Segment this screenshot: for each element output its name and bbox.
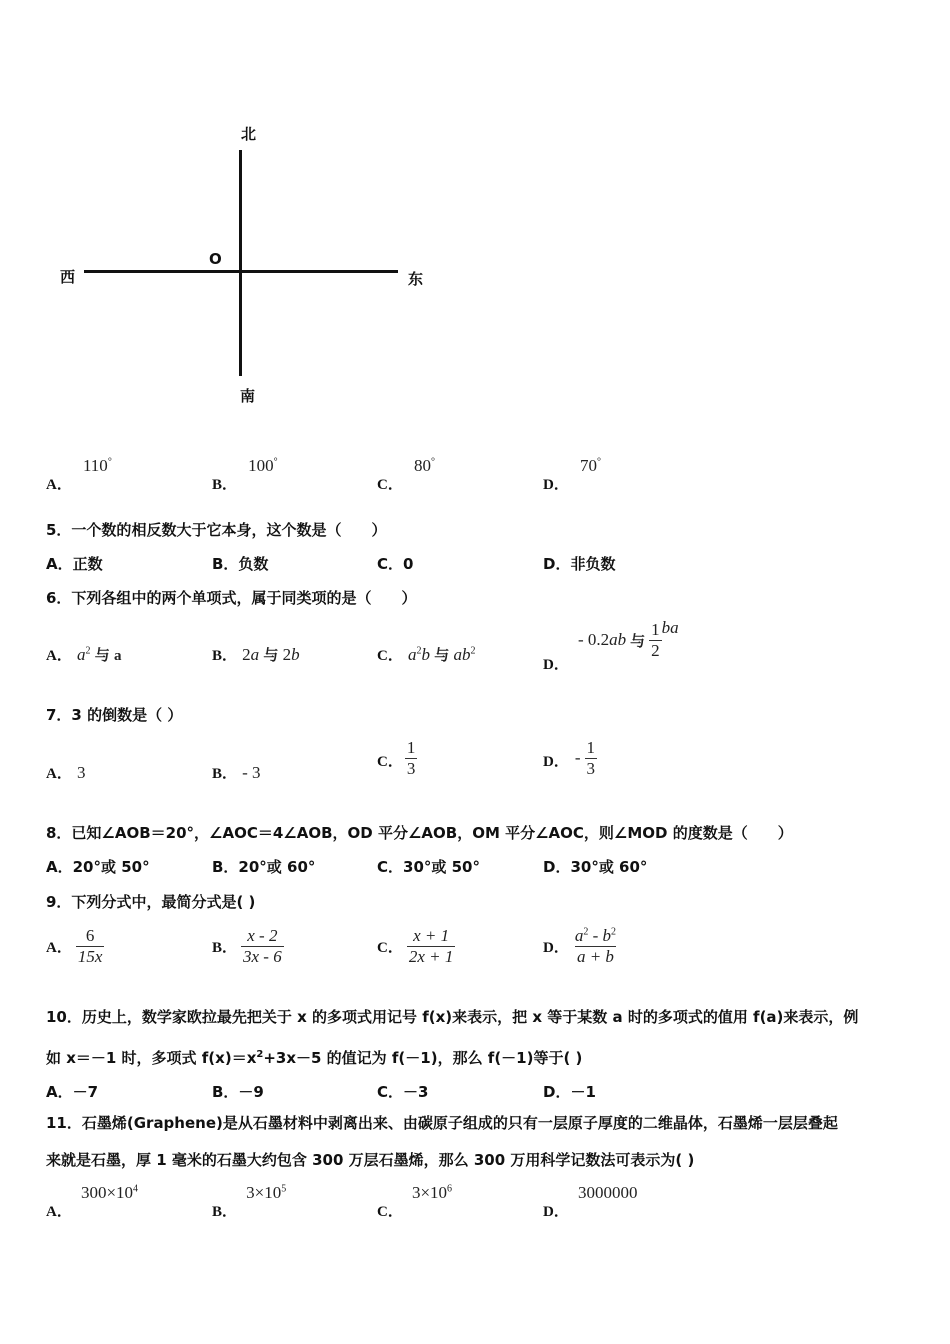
west-label: 西 [60, 268, 76, 286]
option-label: B． [212, 939, 238, 956]
denominator: 3 [406, 758, 416, 778]
q5-option-c: C．0 [377, 555, 414, 573]
q9-options [0, 926, 950, 982]
answer-value [412, 1183, 452, 1202]
option-label: B． [212, 477, 238, 493]
q6-option-a [46, 644, 121, 665]
exponent: 4 [133, 1183, 139, 1195]
exponent: 2 [85, 645, 91, 657]
denominator: 2x + 1 [408, 946, 454, 966]
q7-options [0, 738, 950, 788]
q4-option-d [543, 455, 601, 493]
q9-option-d [543, 926, 618, 966]
denominator: 2 [651, 640, 660, 660]
q7-option-b [212, 762, 261, 783]
q4-options [0, 455, 950, 495]
exponent: 5 [281, 1183, 287, 1195]
expression [77, 645, 122, 664]
q8-option-b: B．20°或 60° [212, 858, 316, 876]
numerator [573, 926, 618, 946]
option-label: A． [46, 648, 72, 664]
answer-value: 3 [76, 763, 86, 782]
var: b [602, 926, 612, 945]
q6-option-c [377, 644, 475, 665]
degree-sign: ° [107, 456, 112, 468]
q11-option-b [212, 1182, 287, 1220]
q9-stem: 9．下列分式中，最简分式是( ) [46, 893, 256, 911]
fraction [649, 620, 662, 660]
q10-option-c: C．－3 [377, 1083, 429, 1101]
option-label: A． [46, 477, 72, 493]
exponent: 2 [611, 926, 617, 938]
fraction [76, 926, 105, 966]
numerator: 1 [586, 738, 596, 757]
q5-option-d: D．非负数 [543, 555, 616, 573]
coef: 2 [282, 645, 292, 664]
south-label: 南 [240, 387, 256, 405]
var: ab [609, 630, 627, 650]
angle-number: 110 [82, 456, 108, 475]
fraction [405, 738, 418, 778]
option-label: C． [377, 939, 403, 956]
text-part: 如 x＝－1 时，多项式 f(x)＝x [46, 1049, 257, 1067]
exponent: 2 [470, 645, 476, 657]
option-label: B． [212, 648, 238, 664]
q5-stem: 5．一个数的相反数大于它本身，这个数是（ ） [46, 521, 387, 539]
exponent: 6 [447, 1183, 453, 1195]
angle-value [248, 456, 278, 475]
q10-option-b: B．－9 [212, 1083, 264, 1101]
and-word: 与 [434, 646, 450, 664]
numerator: x - 2 [247, 926, 278, 945]
numerator: x + 1 [413, 926, 450, 945]
denominator: 3 [586, 758, 596, 778]
denominator: a + b [576, 946, 614, 966]
option-label: C． [377, 1204, 403, 1220]
q11-options [0, 1182, 950, 1222]
east-label: 东 [408, 270, 424, 288]
exponent: 2 [416, 645, 422, 657]
denominator: 15x [77, 946, 103, 966]
var: b [461, 645, 471, 664]
vertical-axis-line [239, 150, 242, 376]
q8-option-c: C．30°或 50° [377, 858, 480, 876]
text-part: +3x－5 的值记为 f(－1)，那么 f(－1)等于( ) [263, 1049, 583, 1067]
option-label: B． [212, 766, 238, 782]
var: a [407, 645, 417, 664]
option-label: C． [377, 648, 403, 664]
and-word: 与 [263, 646, 279, 664]
expression [242, 645, 300, 664]
angle-value [414, 456, 435, 475]
option-label: D． [543, 753, 569, 770]
var: a [76, 645, 86, 664]
q5-option-b: B．负数 [212, 555, 269, 573]
north-label: 北 [241, 125, 257, 143]
answer-value [81, 1183, 138, 1202]
var: a [250, 645, 260, 664]
q9-option-c [377, 926, 455, 966]
numerator: 6 [85, 926, 95, 945]
q6-option-b [212, 644, 300, 665]
expression [574, 620, 679, 660]
q10-option-d: D．－1 [543, 1083, 596, 1101]
answer-value: 3000000 [577, 1183, 638, 1202]
horizontal-axis-line [84, 270, 398, 273]
option-label: D． [543, 1204, 569, 1220]
degree-sign: ° [273, 456, 278, 468]
and-word: 与 [94, 646, 110, 664]
expression [408, 645, 476, 664]
q6-options [0, 620, 950, 676]
q8-option-d: D．30°或 60° [543, 858, 648, 876]
q11-option-a [46, 1182, 139, 1220]
angle-value [83, 456, 112, 475]
option-label: D． [543, 477, 569, 493]
answer-value: - 3 [242, 763, 261, 782]
q9-option-b [212, 926, 284, 966]
q4-option-a [46, 455, 112, 493]
option-label: D． [543, 939, 569, 956]
exponent: 2 [256, 1049, 264, 1060]
fraction [241, 926, 284, 966]
q7-option-d [543, 738, 597, 778]
q11-line1: 11．石墨烯(Graphene)是从石墨材料中剥离出来、由碳原子组成的只有一层原子厚度的二维晶体，石墨烯一层层叠起 [46, 1114, 838, 1132]
degree-sign: ° [430, 456, 435, 468]
q11-option-d [543, 1182, 638, 1220]
numerator: 1 [406, 738, 416, 757]
q11-option-c [377, 1182, 453, 1220]
var: a [113, 648, 122, 664]
base: 3×10 [411, 1183, 448, 1202]
origin-label: O [209, 250, 222, 268]
angle-number: 80 [413, 456, 431, 475]
base: 3×10 [246, 1183, 282, 1202]
base: 300×10 [80, 1183, 134, 1202]
angle-value [580, 456, 601, 475]
var: ba [661, 618, 679, 638]
q11-line2: 来就是石墨，厚 1 毫米的石墨大约包含 300 万层石墨烯，那么 300 万用科学记数法可表示为( ) [46, 1151, 695, 1169]
compass-diagram [0, 0, 950, 420]
q10-line1: 10．历史上，数学家欧拉最先把关于 x 的多项式用记号 f(x)来表示，把 x 等于某数 a 时的多项式的值用 f(a)来表示，例 [46, 1008, 859, 1026]
q4-option-c [377, 455, 435, 493]
option-label: A． [46, 939, 72, 956]
q7-option-a [46, 762, 85, 783]
fraction [585, 738, 598, 778]
q10-option-a: A．－7 [46, 1083, 99, 1101]
q8-stem: 8．已知∠AOB＝20°，∠AOC＝4∠AOB，OD 平分∠AOB，OM 平分∠AOC，则∠MOD 的度数是（ ） [46, 824, 793, 842]
option-label: C． [377, 753, 403, 770]
fraction [573, 926, 618, 966]
q10-line2 [46, 1036, 916, 1077]
minus-sign: - [574, 748, 581, 768]
angle-number: 100 [248, 456, 274, 475]
option-label: A． [46, 766, 72, 782]
numerator: 1 [651, 620, 660, 639]
var: a [453, 645, 462, 664]
and-word: 与 [630, 631, 646, 650]
var: b [421, 645, 430, 664]
angle-number: 70 [579, 456, 597, 475]
q6-stem: 6．下列各组中的两个单项式，属于同类项的是（ ） [46, 589, 417, 607]
exponent: 2 [583, 926, 589, 938]
option-label: D． [543, 657, 569, 674]
minus-sign: - [588, 926, 603, 945]
q9-option-a [46, 926, 104, 966]
degree-sign: ° [596, 456, 601, 468]
var: b [291, 645, 300, 664]
coef: - 0.2 [577, 630, 610, 650]
option-label: B． [212, 1204, 238, 1220]
q7-stem: 7．3 的倒数是（ ） [46, 706, 183, 724]
q6-option-d [543, 618, 679, 674]
denominator: 3x - 6 [243, 946, 282, 966]
fraction [407, 926, 456, 966]
answer-value [246, 1183, 286, 1202]
q5-option-a: A．正数 [46, 555, 103, 573]
var: a [574, 926, 584, 945]
coef: 2 [242, 645, 251, 664]
q8-option-a: A．20°或 50° [46, 858, 150, 876]
q4-option-b [212, 455, 278, 493]
q7-option-c [377, 738, 417, 778]
option-label: A． [46, 1204, 72, 1220]
option-label: C． [377, 477, 403, 493]
